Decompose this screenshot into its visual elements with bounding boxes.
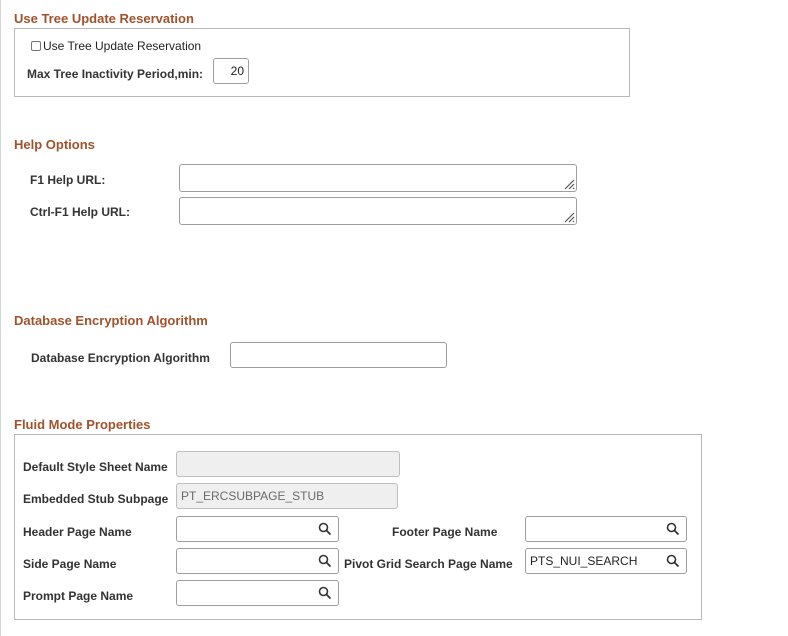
page-left-border [0, 0, 1, 636]
default-style-sheet-label: Default Style Sheet Name [23, 460, 168, 474]
encryption-algorithm-input[interactable] [230, 342, 447, 368]
use-tree-update-checkbox[interactable] [31, 41, 41, 51]
side-page-name-label: Side Page Name [23, 557, 117, 571]
pivot-grid-search-page-label: Pivot Grid Search Page Name [344, 557, 513, 571]
search-icon[interactable] [666, 522, 680, 536]
resize-grip-icon[interactable] [563, 178, 575, 190]
search-icon[interactable] [318, 522, 332, 536]
search-icon[interactable] [666, 554, 680, 568]
max-inactivity-input[interactable]: 20 [213, 58, 249, 84]
prompt-page-name-label: Prompt Page Name [23, 589, 134, 603]
encryption-algorithm-label: Database Encryption Algorithm [31, 351, 210, 365]
footer-page-name-input[interactable] [525, 516, 687, 542]
f1-help-url-label: F1 Help URL: [30, 173, 106, 187]
footer-page-name-label: Footer Page Name [392, 525, 498, 539]
max-inactivity-label: Max Tree Inactivity Period,min: [27, 67, 204, 81]
default-style-sheet-input [176, 451, 400, 477]
pivot-grid-search-page-value: PTS_NUI_SEARCH [530, 554, 638, 568]
tree-update-section-title: Use Tree Update Reservation [14, 11, 194, 26]
header-page-name-label: Header Page Name [23, 525, 132, 539]
ctrl-f1-help-url-label: Ctrl-F1 Help URL: [30, 205, 130, 219]
side-page-name-input[interactable] [176, 548, 339, 574]
ctrl-f1-help-url-textarea[interactable] [179, 197, 577, 225]
resize-grip-icon[interactable] [563, 211, 575, 223]
f1-help-url-textarea[interactable] [179, 164, 577, 192]
header-page-name-input[interactable] [176, 516, 339, 542]
prompt-page-name-input[interactable] [176, 580, 339, 606]
search-icon[interactable] [318, 586, 332, 600]
embedded-stub-subpage-label: Embedded Stub Subpage [23, 492, 169, 506]
help-options-section-title: Help Options [14, 137, 95, 152]
fluid-mode-section-title: Fluid Mode Properties [14, 417, 151, 432]
embedded-stub-subpage-input: PT_ERCSUBPAGE_STUB [176, 483, 398, 509]
pivot-grid-search-page-input[interactable] [525, 548, 687, 574]
encryption-section-title: Database Encryption Algorithm [14, 313, 208, 328]
search-icon[interactable] [318, 554, 332, 568]
use-tree-update-checkbox-label[interactable]: Use Tree Update Reservation [43, 39, 202, 53]
